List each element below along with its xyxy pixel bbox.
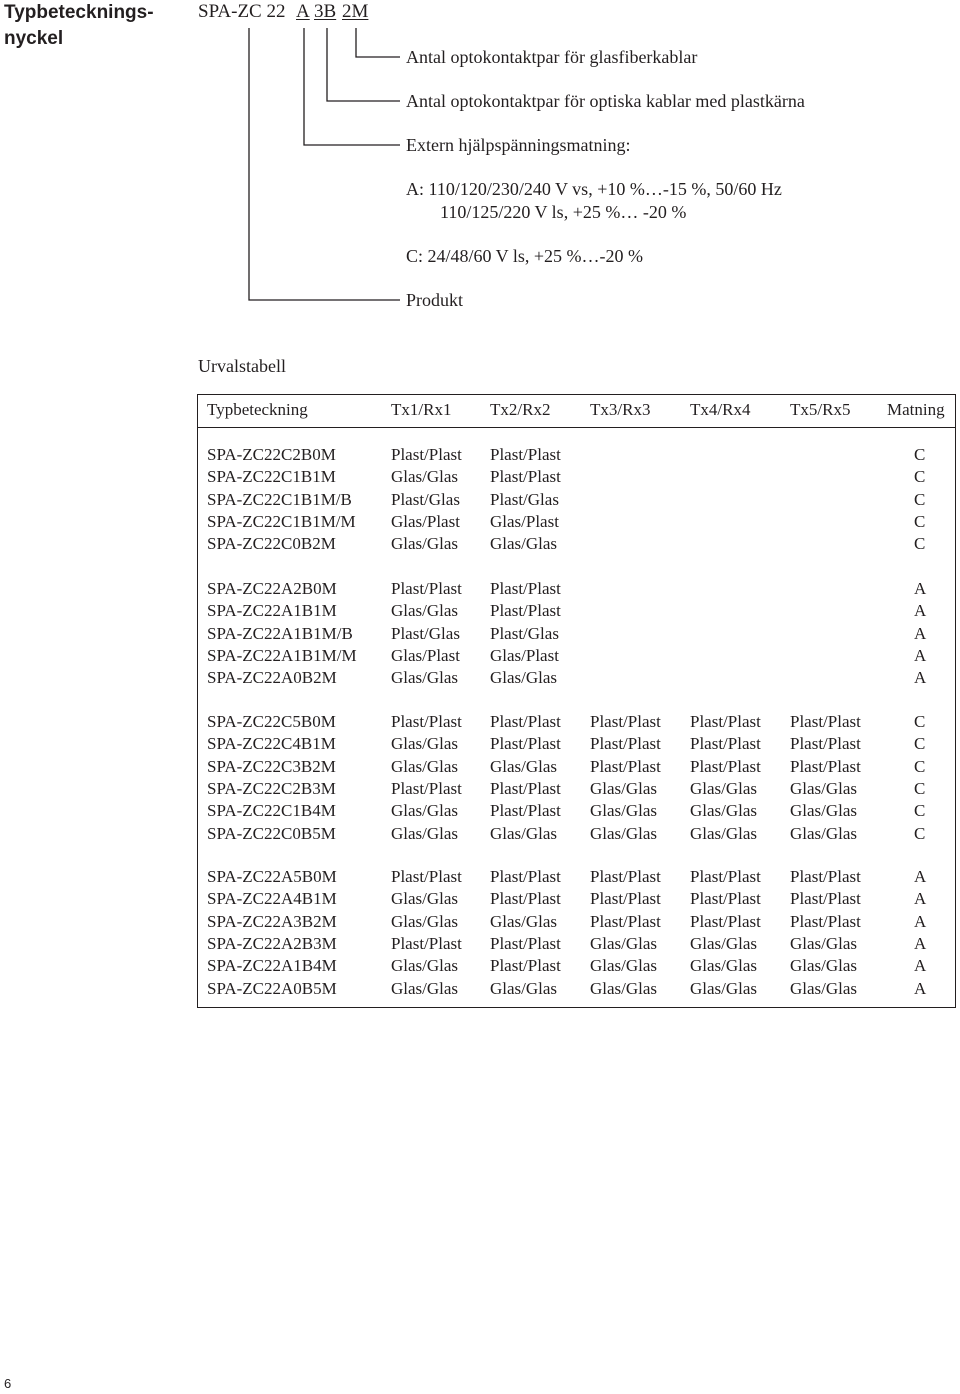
table-cell: Plast/Plast: [391, 445, 462, 464]
table-cell: Glas/Plast: [490, 645, 559, 665]
table-cell: Glas/Glas: [490, 823, 558, 843]
table-row-type-code: SPA-ZC22C1B1M: [207, 467, 336, 487]
column-header: Matning: [887, 400, 945, 419]
desc-option-a-line1: A: 110/120/230/240 V vs, +10 %…-15 %, 50/60 Hz: [406, 179, 782, 199]
table-cell: Plast/Glas: [391, 623, 460, 643]
table-row-type-code: SPA-ZC22C0B5M: [207, 823, 336, 843]
table-cell: Plast/Plast: [490, 734, 561, 754]
table-cell: A: [914, 645, 927, 665]
table-cell: C: [914, 467, 926, 487]
table-cell: Glas/Glas: [391, 823, 459, 843]
connector-fiber: [356, 28, 400, 57]
desc-plastic-pairs: Antal optokontaktpar för optiska kablar med plastkärna: [406, 91, 805, 111]
table-cell: Plast/Plast: [490, 956, 561, 976]
table-cell: Glas/Glas: [490, 756, 558, 776]
table-title: Urvalstabell: [198, 356, 286, 376]
type-code-plastic: 3B: [314, 1, 337, 22]
table-cell: Plast/Plast: [690, 734, 761, 754]
page-number: 6: [4, 1376, 12, 1391]
table-cell: Glas/Glas: [790, 933, 858, 953]
table-cell: Glas/Glas: [391, 956, 459, 976]
table-cell: Plast/Plast: [391, 579, 462, 598]
table-cell: Plast/Plast: [590, 756, 661, 776]
table-cell: A: [914, 933, 927, 953]
table-cell: Plast/Glas: [391, 489, 460, 509]
column-header: Typbeteckning: [207, 400, 308, 419]
table-cell: Glas/Glas: [391, 801, 459, 821]
table-cell: A: [914, 601, 927, 621]
table-cell: Glas/Glas: [490, 978, 558, 998]
table-row-type-code: SPA-ZC22A0B5M: [207, 978, 337, 998]
table-row-type-code: SPA-ZC22A1B1M: [207, 601, 337, 621]
table-cell: C: [914, 489, 926, 509]
table-cell: Plast/Plast: [490, 933, 561, 953]
table-row-type-code: SPA-ZC22C0B2M: [207, 534, 336, 554]
column-header: Tx1/Rx1: [391, 400, 452, 419]
table-cell: Glas/Glas: [690, 978, 758, 998]
table-cell: Plast/Plast: [690, 867, 761, 886]
table-cell: C: [914, 778, 926, 798]
table-cell: C: [914, 534, 926, 554]
type-code-product: SPA-ZC 22: [198, 1, 286, 22]
column-header: Tx4/Rx4: [690, 400, 751, 419]
desc-fiber-pairs: Antal optokontaktpar för glasfiberkablar: [406, 47, 698, 67]
table-cell: Plast/Plast: [391, 778, 462, 798]
table-row-type-code: SPA-ZC22C3B2M: [207, 756, 336, 776]
table-cell: Plast/Plast: [490, 778, 561, 798]
table-cell: Glas/Glas: [690, 778, 758, 798]
table-cell: Glas/Glas: [690, 801, 758, 821]
table-cell: Glas/Glas: [590, 801, 658, 821]
table-cell: Plast/Plast: [590, 889, 661, 909]
table-cell: Glas/Glas: [490, 668, 558, 688]
table-cell: C: [914, 801, 926, 821]
table-cell: Plast/Plast: [391, 712, 462, 731]
table-cell: Plast/Plast: [490, 445, 561, 464]
table-cell: Glas/Glas: [690, 956, 758, 976]
table-cell: Plast/Glas: [490, 489, 559, 509]
table-cell: Glas/Glas: [391, 978, 459, 998]
table-cell: Plast/Plast: [690, 756, 761, 776]
table-cell: Plast/Plast: [790, 756, 861, 776]
table-cell: Glas/Glas: [391, 534, 459, 554]
table-cell: Plast/Plast: [490, 889, 561, 909]
column-header: Tx2/Rx2: [490, 400, 551, 419]
connector-product: [249, 28, 400, 300]
section-heading-line-2: nyckel: [4, 28, 64, 49]
desc-option-c: C: 24/48/60 V ls, +25 %…-20 %: [406, 246, 643, 266]
desc-option-a-line2: 110/125/220 V ls, +25 %… -20 %: [440, 202, 687, 222]
desc-product: Produkt: [406, 290, 464, 310]
table-cell: A: [914, 579, 927, 598]
table-cell: Glas/Glas: [391, 734, 459, 754]
table-cell: Glas/Glas: [790, 801, 858, 821]
column-header: Tx5/Rx5: [790, 400, 851, 419]
table-cell: C: [914, 511, 926, 531]
table-cell: Glas/Glas: [391, 601, 459, 621]
desc-aux-supply: Extern hjälpspänningsmatning:: [406, 135, 631, 155]
table-cell: C: [914, 823, 926, 843]
table-cell: Plast/Plast: [590, 734, 661, 754]
table-cell: Glas/Glas: [391, 668, 459, 688]
table-cell: Glas/Glas: [590, 978, 658, 998]
connector-plastic: [327, 28, 400, 101]
table-cell: A: [914, 956, 927, 976]
table-cell: A: [914, 889, 927, 909]
table-row-type-code: SPA-ZC22C4B1M: [207, 734, 336, 754]
table-cell: A: [914, 911, 927, 931]
table-cell: Plast/Plast: [590, 867, 661, 886]
table-cell: Glas/Glas: [391, 756, 459, 776]
table-cell: C: [914, 445, 926, 464]
table-row-type-code: SPA-ZC22C2B0M: [207, 445, 336, 464]
table-row-type-code: SPA-ZC22A4B1M: [207, 889, 337, 909]
table-cell: Plast/Plast: [790, 734, 861, 754]
table-cell: Glas/Glas: [391, 467, 459, 487]
table-cell: Plast/Plast: [690, 889, 761, 909]
table-row-type-code: SPA-ZC22A0B2M: [207, 668, 337, 688]
type-code-fiber: 2M: [342, 1, 369, 22]
table-cell: Glas/Glas: [590, 956, 658, 976]
table-row-type-code: SPA-ZC22A2B0M: [207, 579, 337, 598]
table-cell: Glas/Plast: [391, 645, 460, 665]
table-row-type-code: SPA-ZC22C5B0M: [207, 712, 336, 731]
table-cell: A: [914, 978, 927, 998]
table-cell: Glas/Glas: [590, 823, 658, 843]
table-cell: Glas/Glas: [690, 823, 758, 843]
table-row-type-code: SPA-ZC22A1B1M/B: [207, 623, 353, 643]
table-cell: Plast/Glas: [490, 623, 559, 643]
table-row-type-code: SPA-ZC22A3B2M: [207, 911, 337, 931]
table-row-type-code: SPA-ZC22C1B1M/M: [207, 511, 356, 531]
table-cell: Plast/Plast: [490, 601, 561, 621]
table-cell: Glas/Glas: [490, 534, 558, 554]
table-cell: Glas/Glas: [391, 911, 459, 931]
table-cell: Glas/Glas: [590, 933, 658, 953]
table-row-type-code: SPA-ZC22C1B1M/B: [207, 489, 352, 509]
table-cell: Plast/Plast: [690, 712, 761, 731]
table-cell: C: [914, 734, 926, 754]
table-cell: Glas/Glas: [690, 933, 758, 953]
table-cell: Glas/Glas: [391, 889, 459, 909]
table-cell: Glas/Glas: [790, 823, 858, 843]
table-cell: Plast/Plast: [490, 467, 561, 487]
table-cell: Plast/Plast: [790, 712, 861, 731]
table-cell: Plast/Plast: [790, 889, 861, 909]
table-cell: Plast/Plast: [490, 579, 561, 598]
table-cell: A: [914, 668, 927, 688]
table-cell: Plast/Plast: [391, 867, 462, 886]
connector-supply: [304, 28, 400, 145]
table-row-type-code: SPA-ZC22A2B3M: [207, 933, 337, 953]
table-cell: A: [914, 867, 927, 886]
table-row-type-code: SPA-ZC22A5B0M: [207, 867, 337, 886]
table-row-type-code: SPA-ZC22A1B1M/M: [207, 645, 357, 665]
column-header: Tx3/Rx3: [590, 400, 651, 419]
table-cell: Plast/Plast: [790, 867, 861, 886]
table-cell: Glas/Plast: [490, 511, 559, 531]
table-cell: Plast/Plast: [590, 911, 661, 931]
table-cell: Glas/Glas: [790, 956, 858, 976]
table-cell: Glas/Glas: [590, 778, 658, 798]
table-cell: Plast/Plast: [690, 911, 761, 931]
table-row-type-code: SPA-ZC22C2B3M: [207, 778, 336, 798]
section-heading-line-1: Typbetecknings-: [4, 2, 154, 23]
table-cell: Plast/Plast: [391, 933, 462, 953]
table-row-type-code: SPA-ZC22A1B4M: [207, 956, 337, 976]
table-cell: Glas/Plast: [391, 511, 460, 531]
table-cell: Glas/Glas: [790, 978, 858, 998]
table-cell: Plast/Plast: [490, 801, 561, 821]
table-cell: A: [914, 623, 927, 643]
type-code-supply: A: [296, 1, 310, 22]
table-header-divider: [197, 427, 956, 428]
table-cell: Plast/Plast: [590, 712, 661, 731]
table-cell: Glas/Glas: [790, 778, 858, 798]
table-cell: C: [914, 712, 926, 731]
table-cell: C: [914, 756, 926, 776]
table-cell: Plast/Plast: [790, 911, 861, 931]
table-cell: Plast/Plast: [490, 867, 561, 886]
table-row-type-code: SPA-ZC22C1B4M: [207, 801, 336, 821]
table-cell: Plast/Plast: [490, 712, 561, 731]
table-cell: Glas/Glas: [490, 911, 558, 931]
